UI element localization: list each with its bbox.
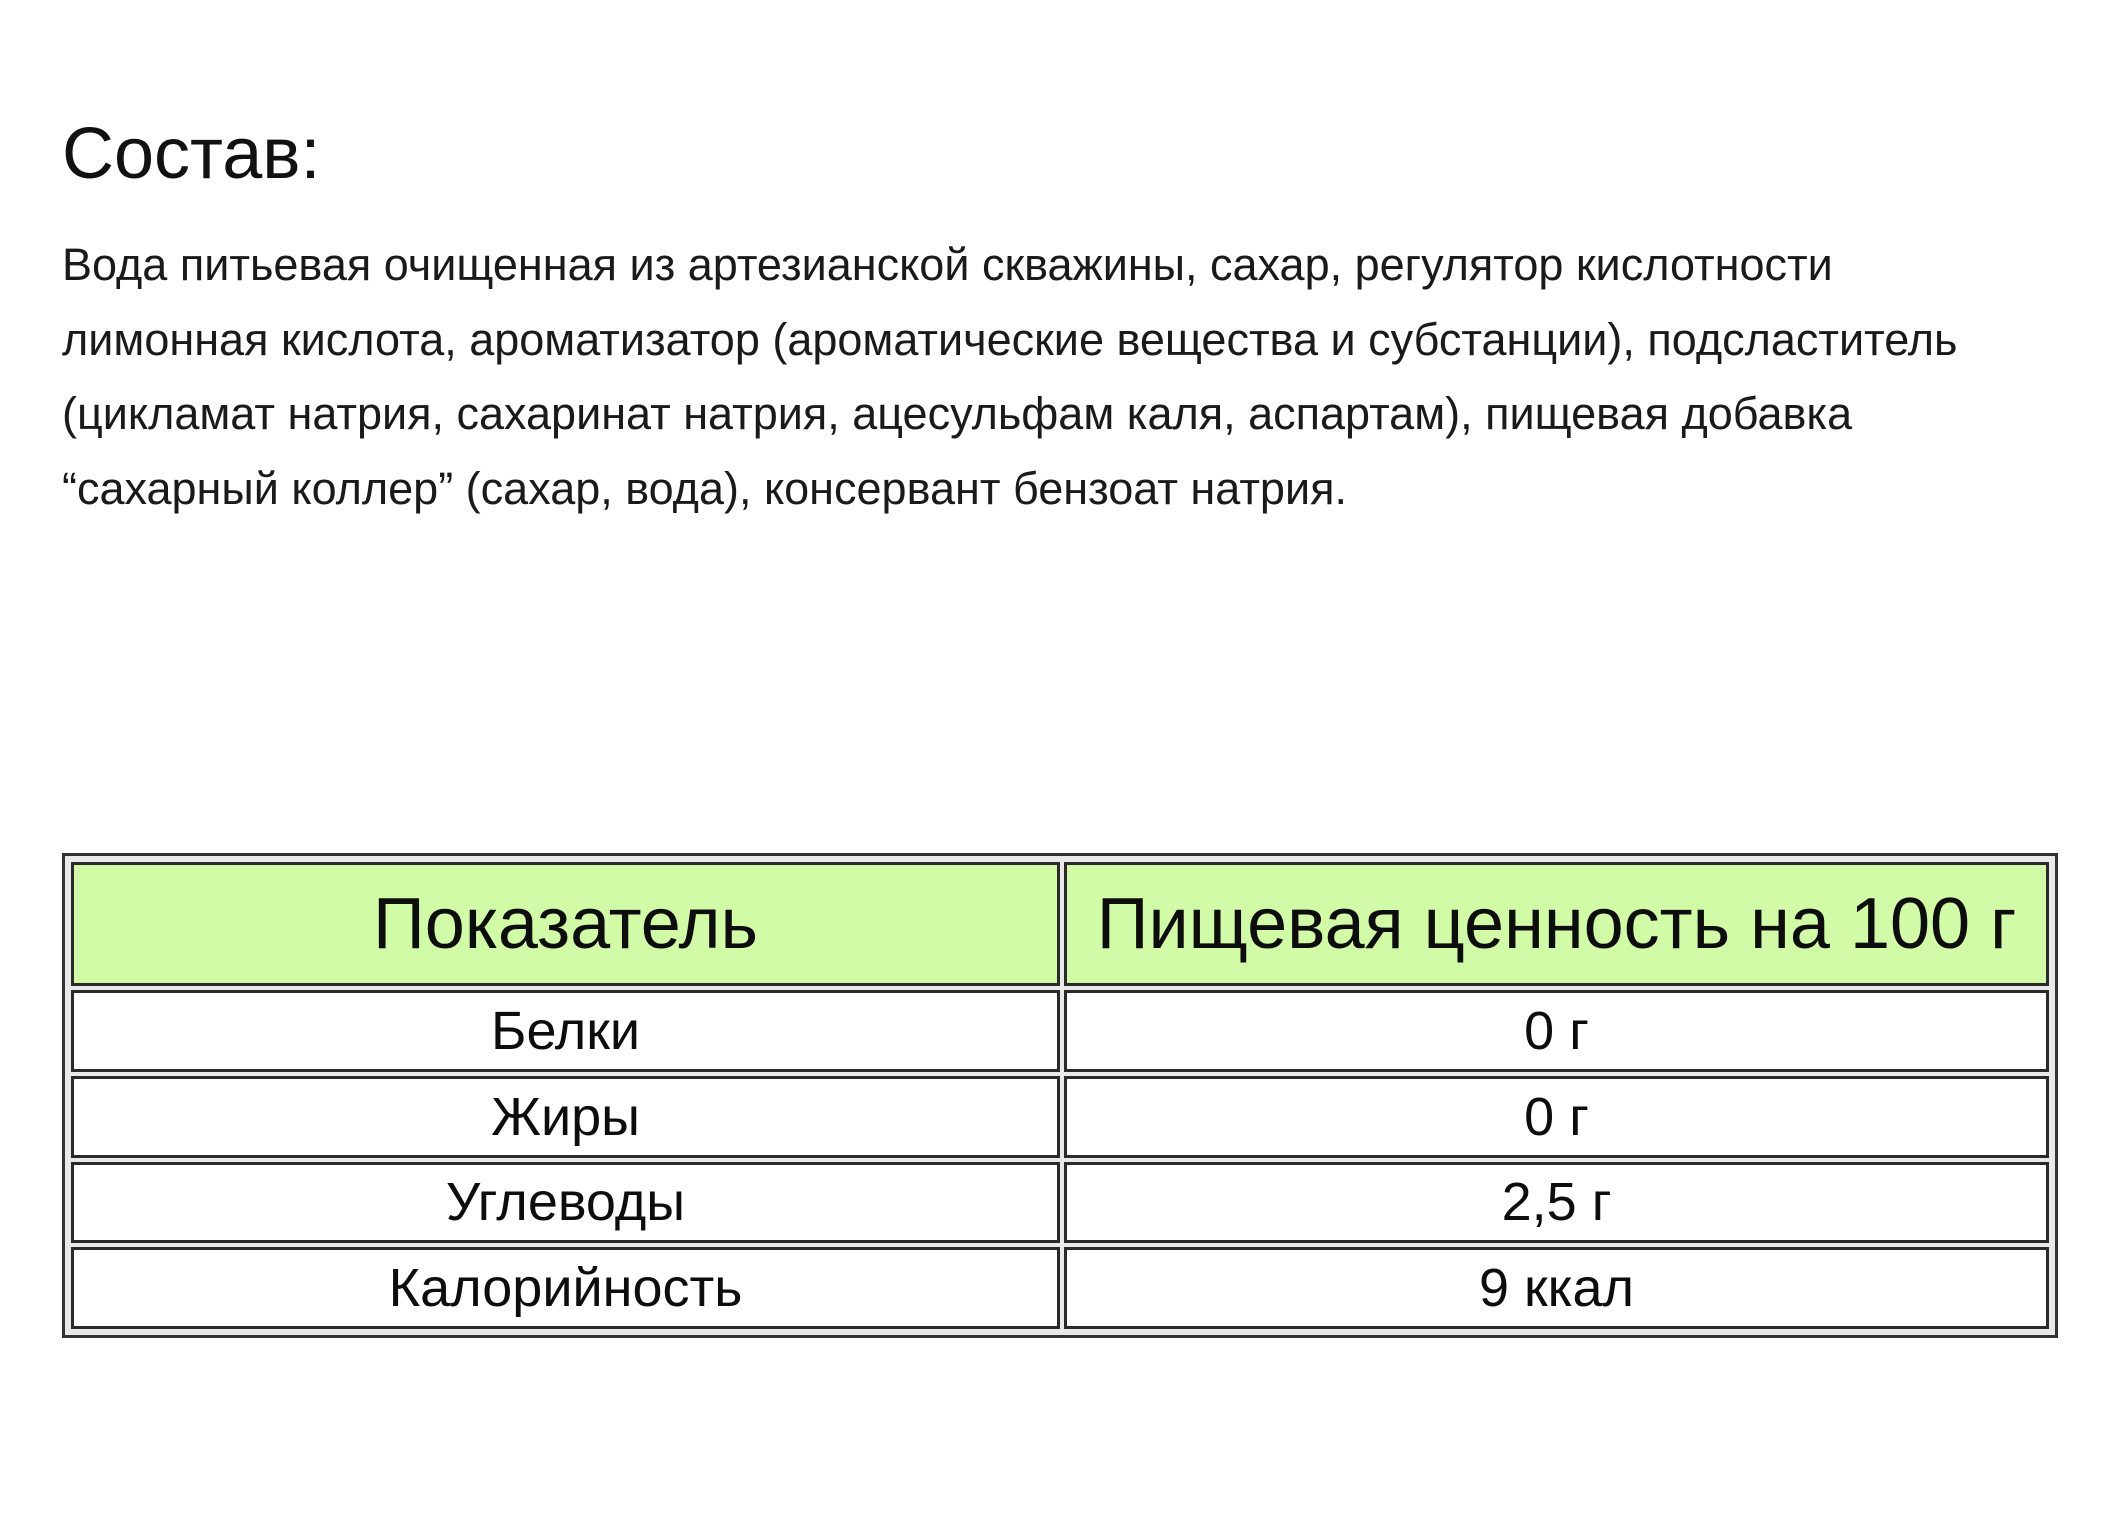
header-indicator: Показатель (71, 862, 1060, 986)
header-value: Пищевая ценность на 100 г (1064, 862, 2049, 986)
row-indicator: Углеводы (71, 1162, 1060, 1244)
row-value: 0 г (1064, 1076, 2049, 1158)
table-row (71, 990, 2049, 1072)
table-row (71, 1247, 2049, 1329)
composition-title: Состав: (62, 114, 321, 194)
composition-line: (цикламат натрия, сахаринат натрия, ацесульфам каля, аспартам), пищевая добавка (62, 388, 1853, 439)
composition-line: “сахарный коллер” (сахар, вода), консервант бензоат натрия. (62, 462, 1347, 514)
row-value: 9 ккал (1064, 1247, 2049, 1329)
table-row (71, 1162, 2049, 1244)
row-indicator: Калорийность (71, 1247, 1060, 1329)
row-indicator: Жиры (71, 1076, 1060, 1158)
nutrition-table (62, 853, 2058, 1338)
row-value: 0 г (1064, 990, 2049, 1072)
composition-text (62, 228, 2102, 526)
table-row (71, 1076, 2049, 1158)
row-indicator: Белки (71, 990, 1060, 1072)
composition-line: Вода питьевая очищенная из артезианской скважины, сахар, регулятор кислотности (62, 239, 1833, 290)
row-value: 2,5 г (1064, 1162, 2049, 1244)
table-header-row (71, 862, 2049, 986)
nutrition-table-grid (67, 858, 2053, 1333)
composition-line: лимонная кислота, ароматизатор (ароматические вещества и субстанции), подсластитель (62, 313, 1958, 365)
